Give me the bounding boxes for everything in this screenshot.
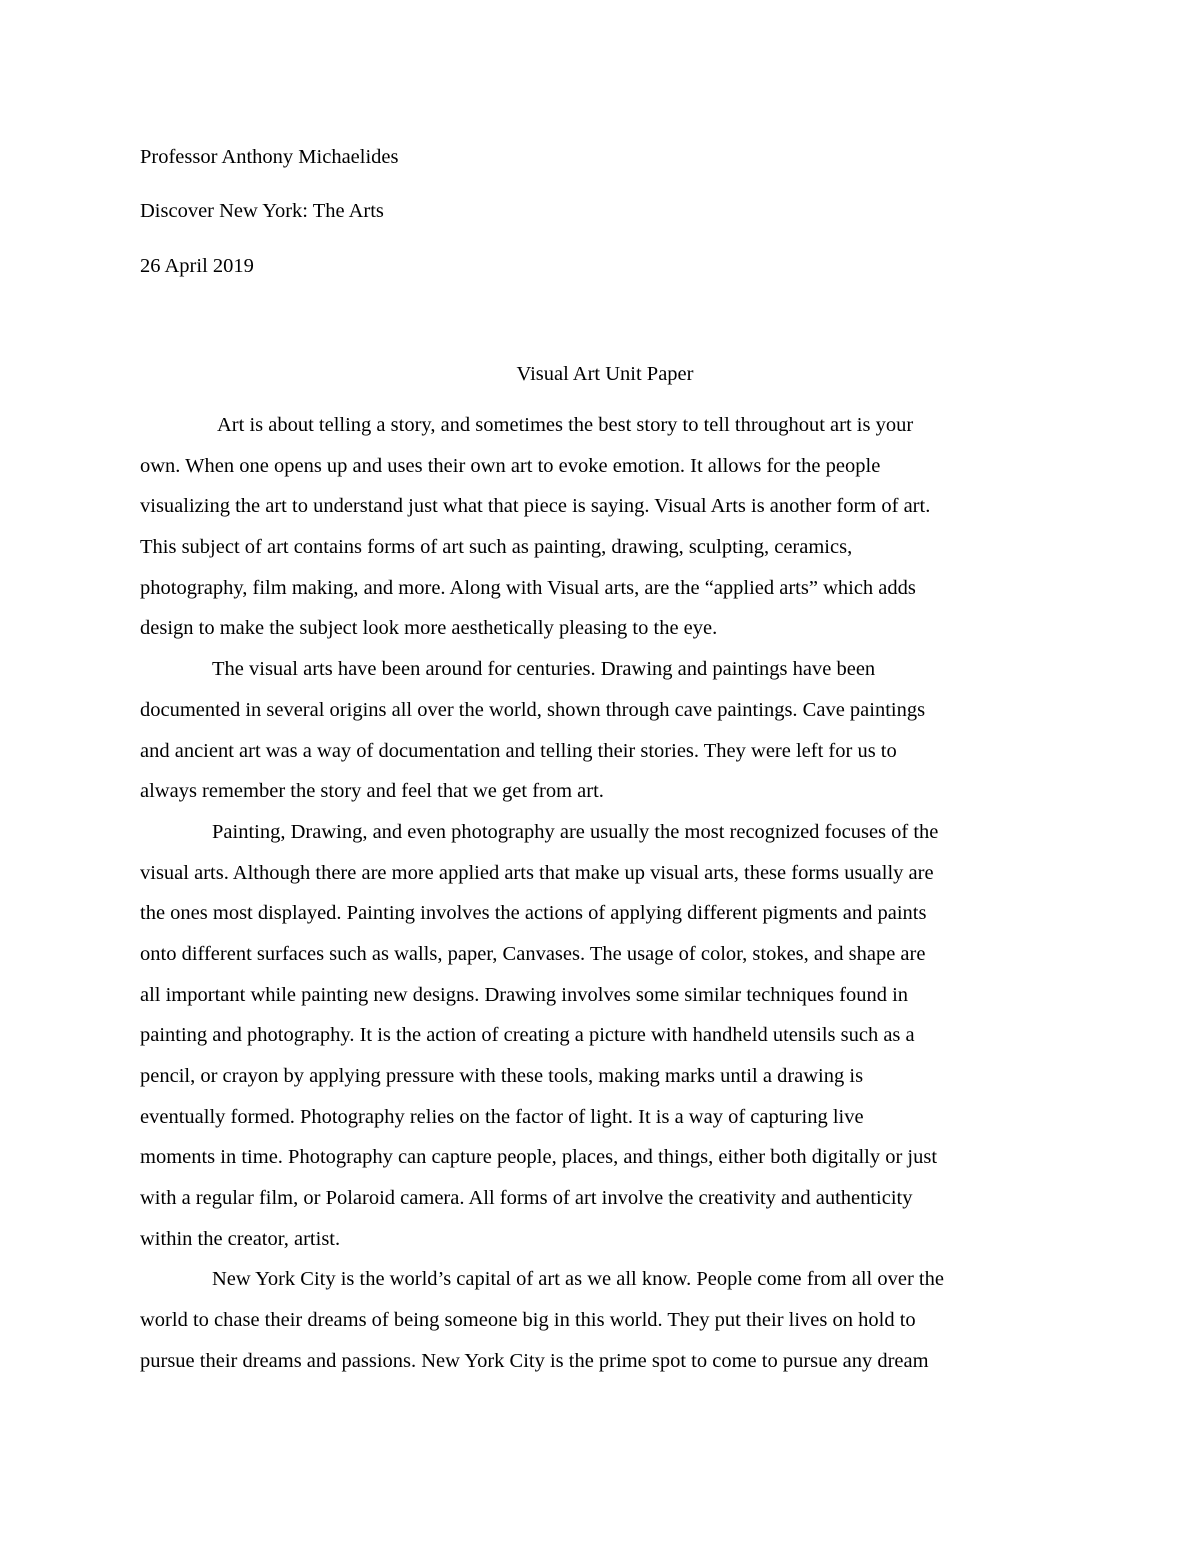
paragraph-line: painting and photography. It is the action of creating a picture with handheld utensils such as a [140, 1024, 915, 1047]
paragraph [140, 1259, 1070, 1381]
course-name: Discover New York: The Arts [140, 200, 384, 222]
paragraph-line: own. When one opens up and uses their own art to evoke emotion. It allows for the people [140, 454, 881, 477]
paragraph-line: documented in several origins all over the world, shown through cave paintings. Cave paintings [140, 698, 926, 721]
paragraph-line: and ancient art was a way of documentation and telling their stories. They were left for us to [140, 739, 897, 762]
paragraph-line: the ones most displayed. Painting involves the actions of applying different pigments and paints [140, 902, 927, 925]
paragraph-line: onto different surfaces such as walls, paper, Canvases. The usage of color, stokes, and shape are [140, 942, 926, 965]
paragraph-line: pursue their dreams and passions. New York City is the prime spot to come to pursue any dream [140, 1349, 929, 1372]
paragraph-line: The visual arts have been around for centuries. Drawing and paintings have been [212, 658, 876, 681]
paragraph-line: photography, film making, and more. Along with Visual arts, are the “applied arts” which adds [140, 576, 916, 599]
paragraph-line: with a regular film, or Polaroid camera. All forms of art involve the creativity and authenticity [140, 1187, 913, 1210]
paragraph-line: moments in time. Photography can capture people, places, and things, either both digitally or just [140, 1146, 938, 1169]
paragraph [140, 405, 1070, 649]
paragraph [140, 812, 1070, 1260]
paragraph-line: pencil, or crayon by applying pressure with these tools, making marks until a drawing is [140, 1065, 864, 1087]
paragraph-line: all important while painting new designs. Drawing involves some similar techniques found in [140, 983, 909, 1006]
paper-body [140, 405, 1070, 1382]
paper-date: 26 April 2019 [140, 255, 254, 277]
paragraph-line: world to chase their dreams of being someone big in this world. They put their lives on hold to [140, 1309, 916, 1332]
paragraph-line: within the creator, artist. [140, 1227, 341, 1250]
paragraph-line: eventually formed. Photography relies on the factor of light. It is a way of capturing live [140, 1105, 864, 1128]
paragraph-line: Art is about telling a story, and sometimes the best story to tell throughout art is your [217, 414, 914, 436]
paragraph [140, 649, 1070, 812]
paragraph-line: always remember the story and feel that we get from art. [140, 780, 604, 803]
paragraph-line: Painting, Drawing, and even photography are usually the most recognized focuses of the [212, 820, 939, 843]
paragraph-line: design to make the subject look more aesthetically pleasing to the eye. [140, 617, 718, 640]
paper-title: Visual Art Unit Paper [516, 363, 694, 385]
paragraph-line: This subject of art contains forms of art such as painting, drawing, sculpting, ceramics, [140, 536, 853, 559]
paragraph-line: visualizing the art to understand just what that piece is saying. Visual Arts is another form of art. [140, 495, 931, 518]
paragraph-line: visual arts. Although there are more applied arts that make up visual arts, these forms usually are [140, 861, 934, 884]
professor-name: Professor Anthony Michaelides [140, 146, 399, 168]
paragraph-line: New York City is the world’s capital of art as we all know. People come from all over the [212, 1268, 944, 1291]
